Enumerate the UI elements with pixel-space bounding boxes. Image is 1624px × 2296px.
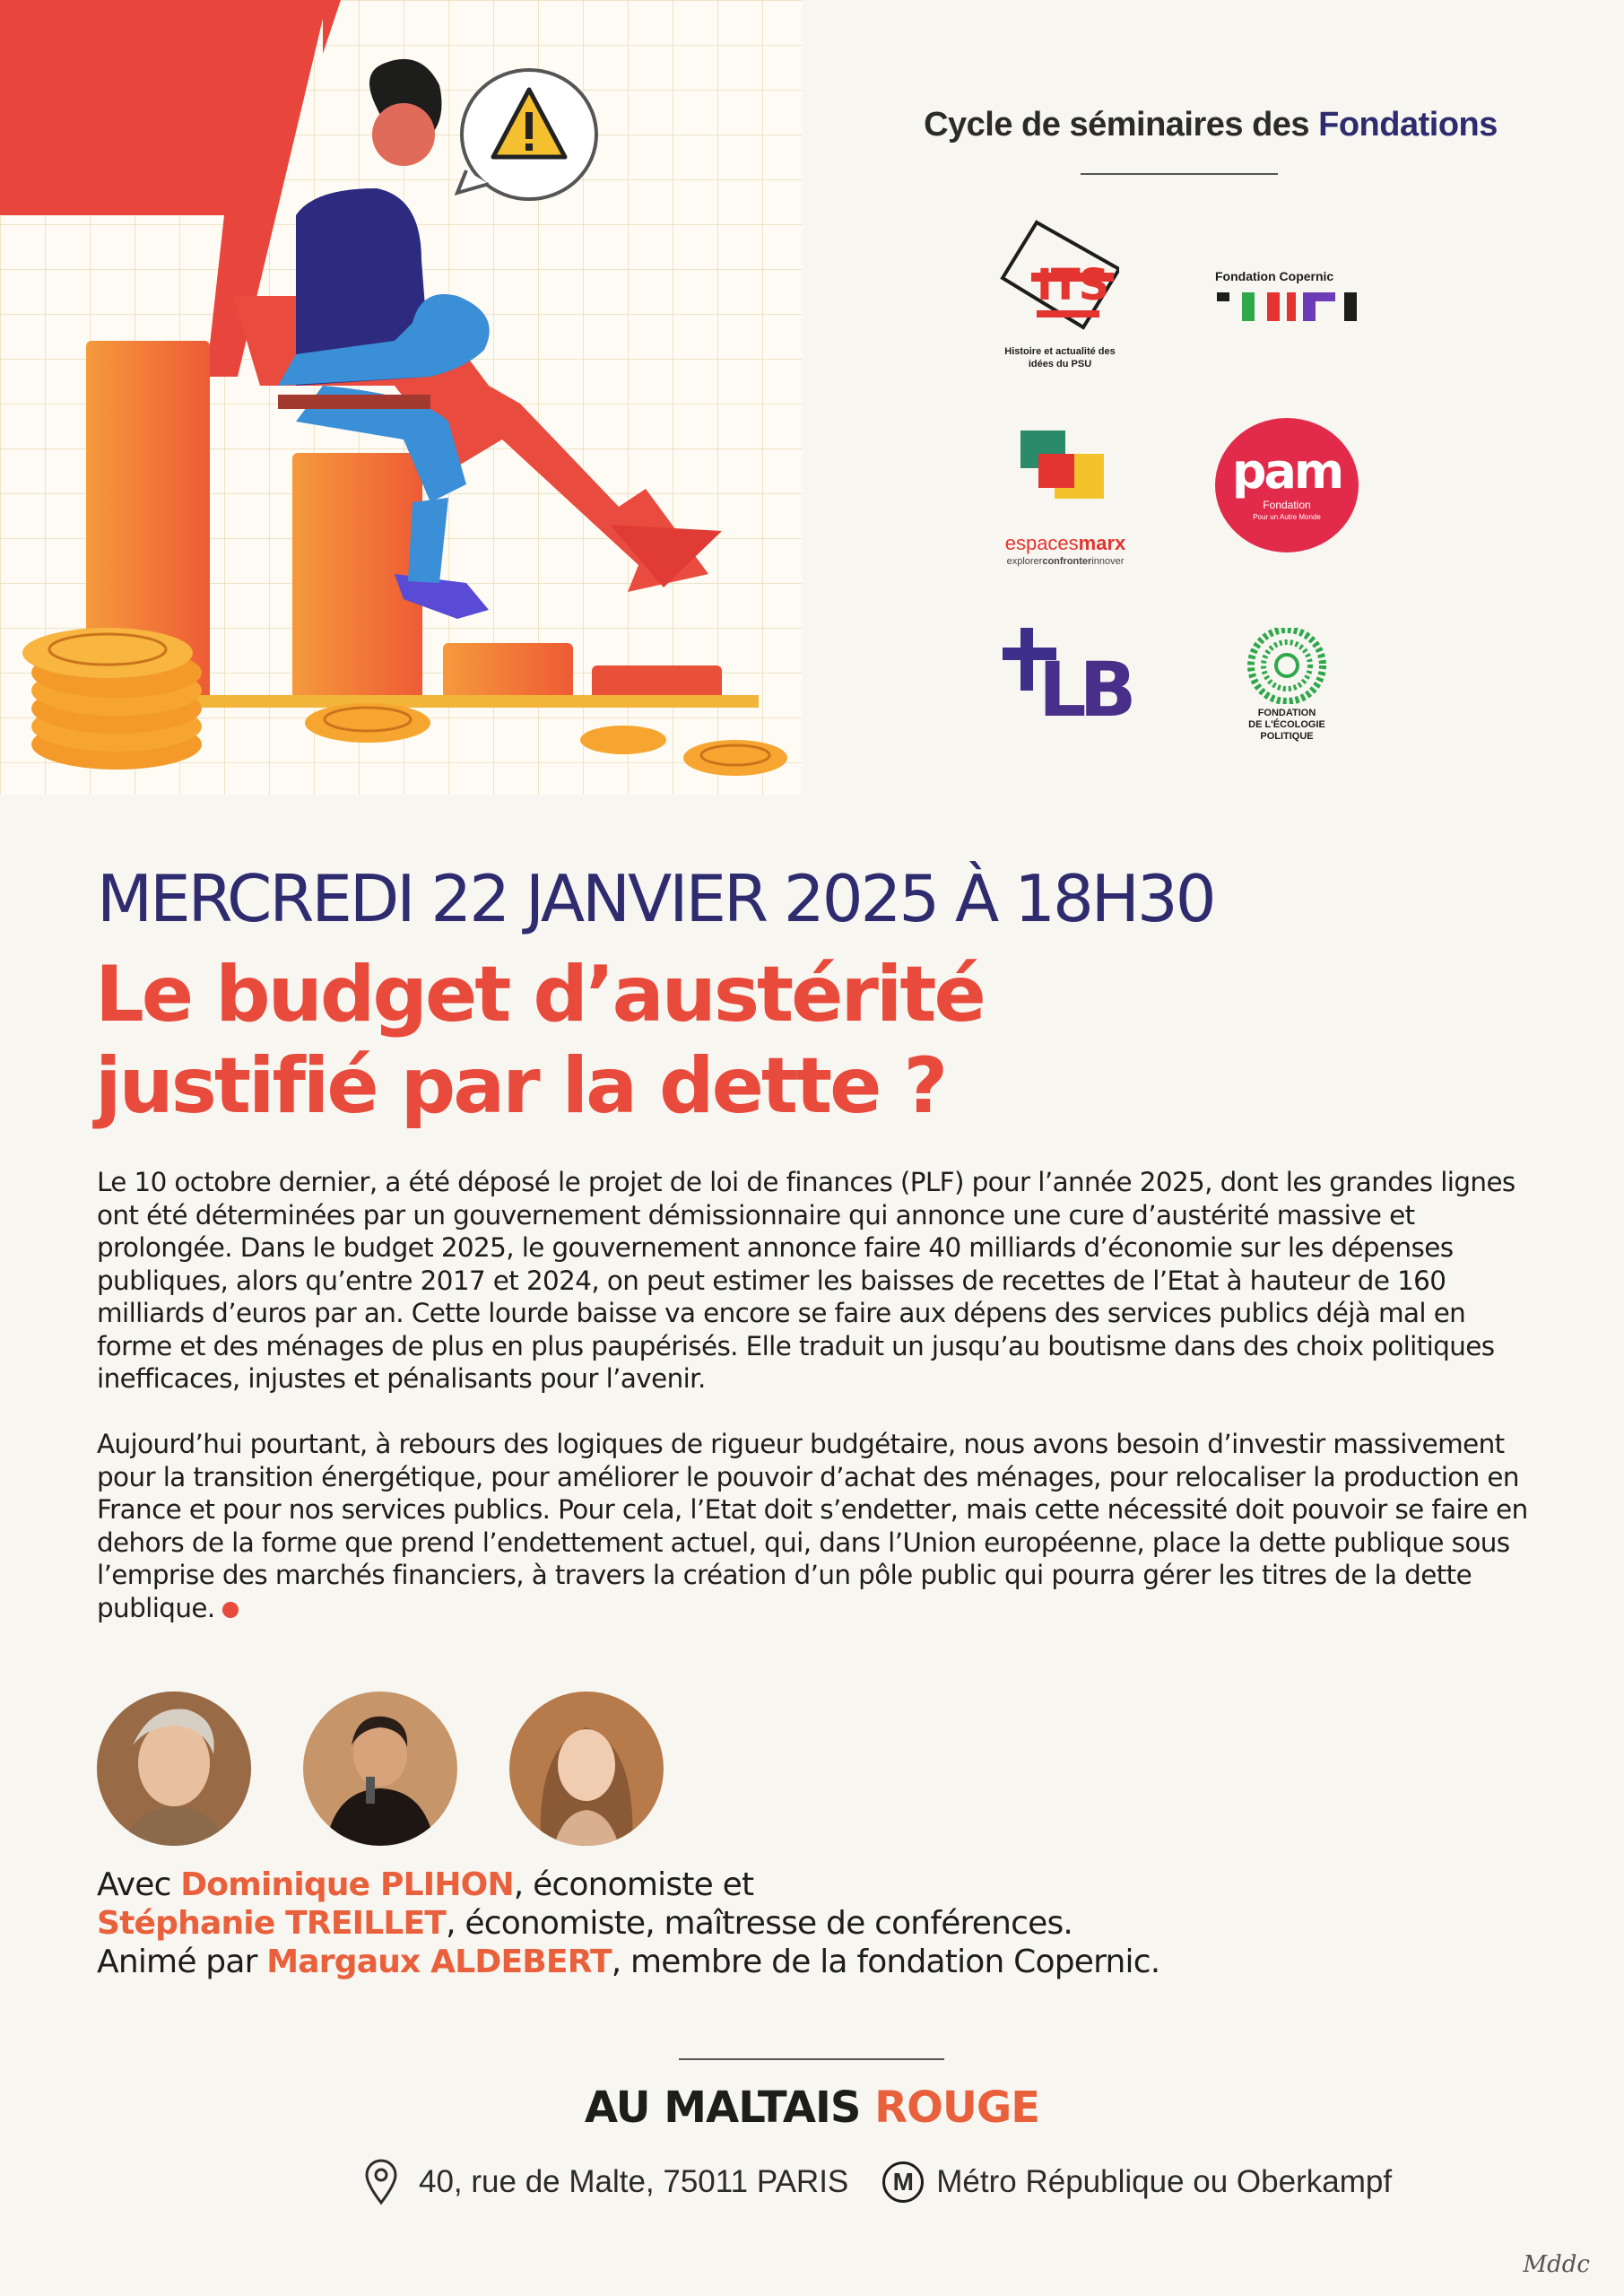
event-title [95,949,984,1132]
its-wordmark: ITS [1037,260,1108,310]
ecologie-politique-logo [1242,628,1332,762]
coin [305,703,430,743]
speaker-photo-plihon [97,1692,251,1846]
espaces-marx-mark [994,429,1137,518]
speaker-name-1: Dominique PLIHON [180,1866,514,1903]
ecologie-caption-2: DE L'ÉCOLOGIE [1248,719,1325,730]
cycle-heading-highlight: Fondations [1318,106,1498,144]
copernic-logo [1215,269,1363,332]
speaker-line-2 [97,1904,1159,1943]
coin [580,726,666,754]
pam-sub: Fondation [1263,499,1311,511]
speaker-photo-treillet [303,1692,457,1846]
its-logo [994,215,1119,377]
speaker-line-1-prefix: Avec [97,1866,181,1903]
speaker-name-3: Margaux ALDEBERT [266,1944,612,1980]
end-dot-icon [222,1602,239,1618]
venue-divider [679,2058,944,2060]
coin-stack-left [22,628,202,770]
espaces-marx-tag-b: confronter [1042,556,1092,567]
ecologie-sunburst-icon [1242,628,1332,704]
venue-name-a: AU MALTAIS [584,2083,875,2133]
speaker-line-3-suffix: , membre de la fondation Copernic. [611,1944,1160,1980]
its-caption: Histoire et actualité des idées du PSU [1004,346,1116,370]
body-paragraph-2 [97,1428,1532,1624]
copernic-stripes [1215,283,1363,324]
speaker-line-1 [97,1866,1159,1904]
venue-name [0,2083,1624,2133]
venue-metro: Métro République ou Oberkampf [936,2164,1393,2199]
espaces-marx-wordmark-b: marx [1078,532,1126,554]
espaces-marx-wordmark-a: espaces [1004,532,1079,554]
cycle-heading-prefix: Cycle de séminaires des [924,106,1319,144]
hero-illustration [0,0,802,795]
espaces-marx-tag-c: innover [1091,556,1125,567]
speaker-photo-aldebert [509,1692,664,1846]
cycle-heading [861,106,1560,144]
speaker-line-3-prefix: Animé par [97,1944,267,1980]
event-title-line1: Le budget d’austérité [95,950,984,1039]
espaces-marx-tag-a: explorer [1006,556,1043,567]
speaker-name-2: Stéphanie TREILLET [97,1905,447,1942]
event-date: MERCREDI 22 JANVIER 2025 À 18H30 [97,861,1214,936]
body-paragraph-2-text: Aujourd’hui pourtant, à rebours des logiques de rigueur budgétaire, nous avons besoin d’investir massivement pour la transition énergétique, pour améliorer le pouvoir d’achat des ménages, pour relocaliser la production en France et pour nos services publics. Pour cela, l’Etat doit s’endetter, mais cette nécessité doit pouvoir se faire en dehors de la forme que prend l’endettement actuel, qui, dans l’Union européenne, place la dette publique sous l’emprise des marchés financiers, à travers la création d’un pôle public qui pourra gérer les titres de la dette publique. [97,1429,1528,1623]
ecologie-caption-3: POLITIQUE [1260,731,1314,742]
speaker-line-1-suffix: , économiste et [513,1866,754,1903]
metro-icon: M [882,2161,924,2203]
body-paragraph-1: Le 10 octobre dernier, a été déposé le projet de loi de finances (PLF) pour l’année 2025, dont les grandes lignes ont été déterminées par un gouvernement démissionnaire qui annonce une cure d’austérité massive et prolongée. Dans le budget 2025, le gouvernement annonce faire 40 milliards d’économie sur les dépenses publiques, alors qu’entre 2017 et 2024, on peut estimer les baisses de recettes de l’Etat à hauteur de 160 milliards d’euros par an. Cette lourde baisse va encore se faire aux dépens des services publics déjà mal en forme et des ménages de plus en plus paupérisés. Elle traduit un jusqu’au boutisme dans des choix politiques inefficaces, injustes et pénalisants pour l’avenir. [97,1167,1515,1394]
speaker-line-3 [97,1943,1159,1981]
header-divider [1081,173,1278,175]
bar-4 [592,665,722,700]
copernic-wordmark: Fondation Copernic [1215,269,1334,283]
speakers-list [97,1866,1159,1981]
flb-wordmark: LB [1038,646,1130,734]
location-pin-icon [363,2159,399,2205]
flb-logo [1003,628,1137,762]
signature: Mddc [1523,2251,1590,2278]
bar-3 [443,643,573,700]
venue-name-b: ROUGE [874,2083,1040,2133]
venue-address: 40, rue de Malte, 75011 PARIS [419,2164,849,2199]
espaces-marx-logo [994,429,1137,577]
ecologie-caption-1: FONDATION [1257,708,1316,718]
pam-logo [1215,418,1359,552]
speaker-line-2-suffix: , économiste, maîtresse de conférences. [446,1905,1073,1942]
pam-wordmark: pam [1231,443,1342,500]
pam-tag: Pour un Autre Monde [1253,513,1321,521]
address-row [363,2151,1392,2213]
event-title-line2: justifié par la dette ? [95,1041,946,1131]
